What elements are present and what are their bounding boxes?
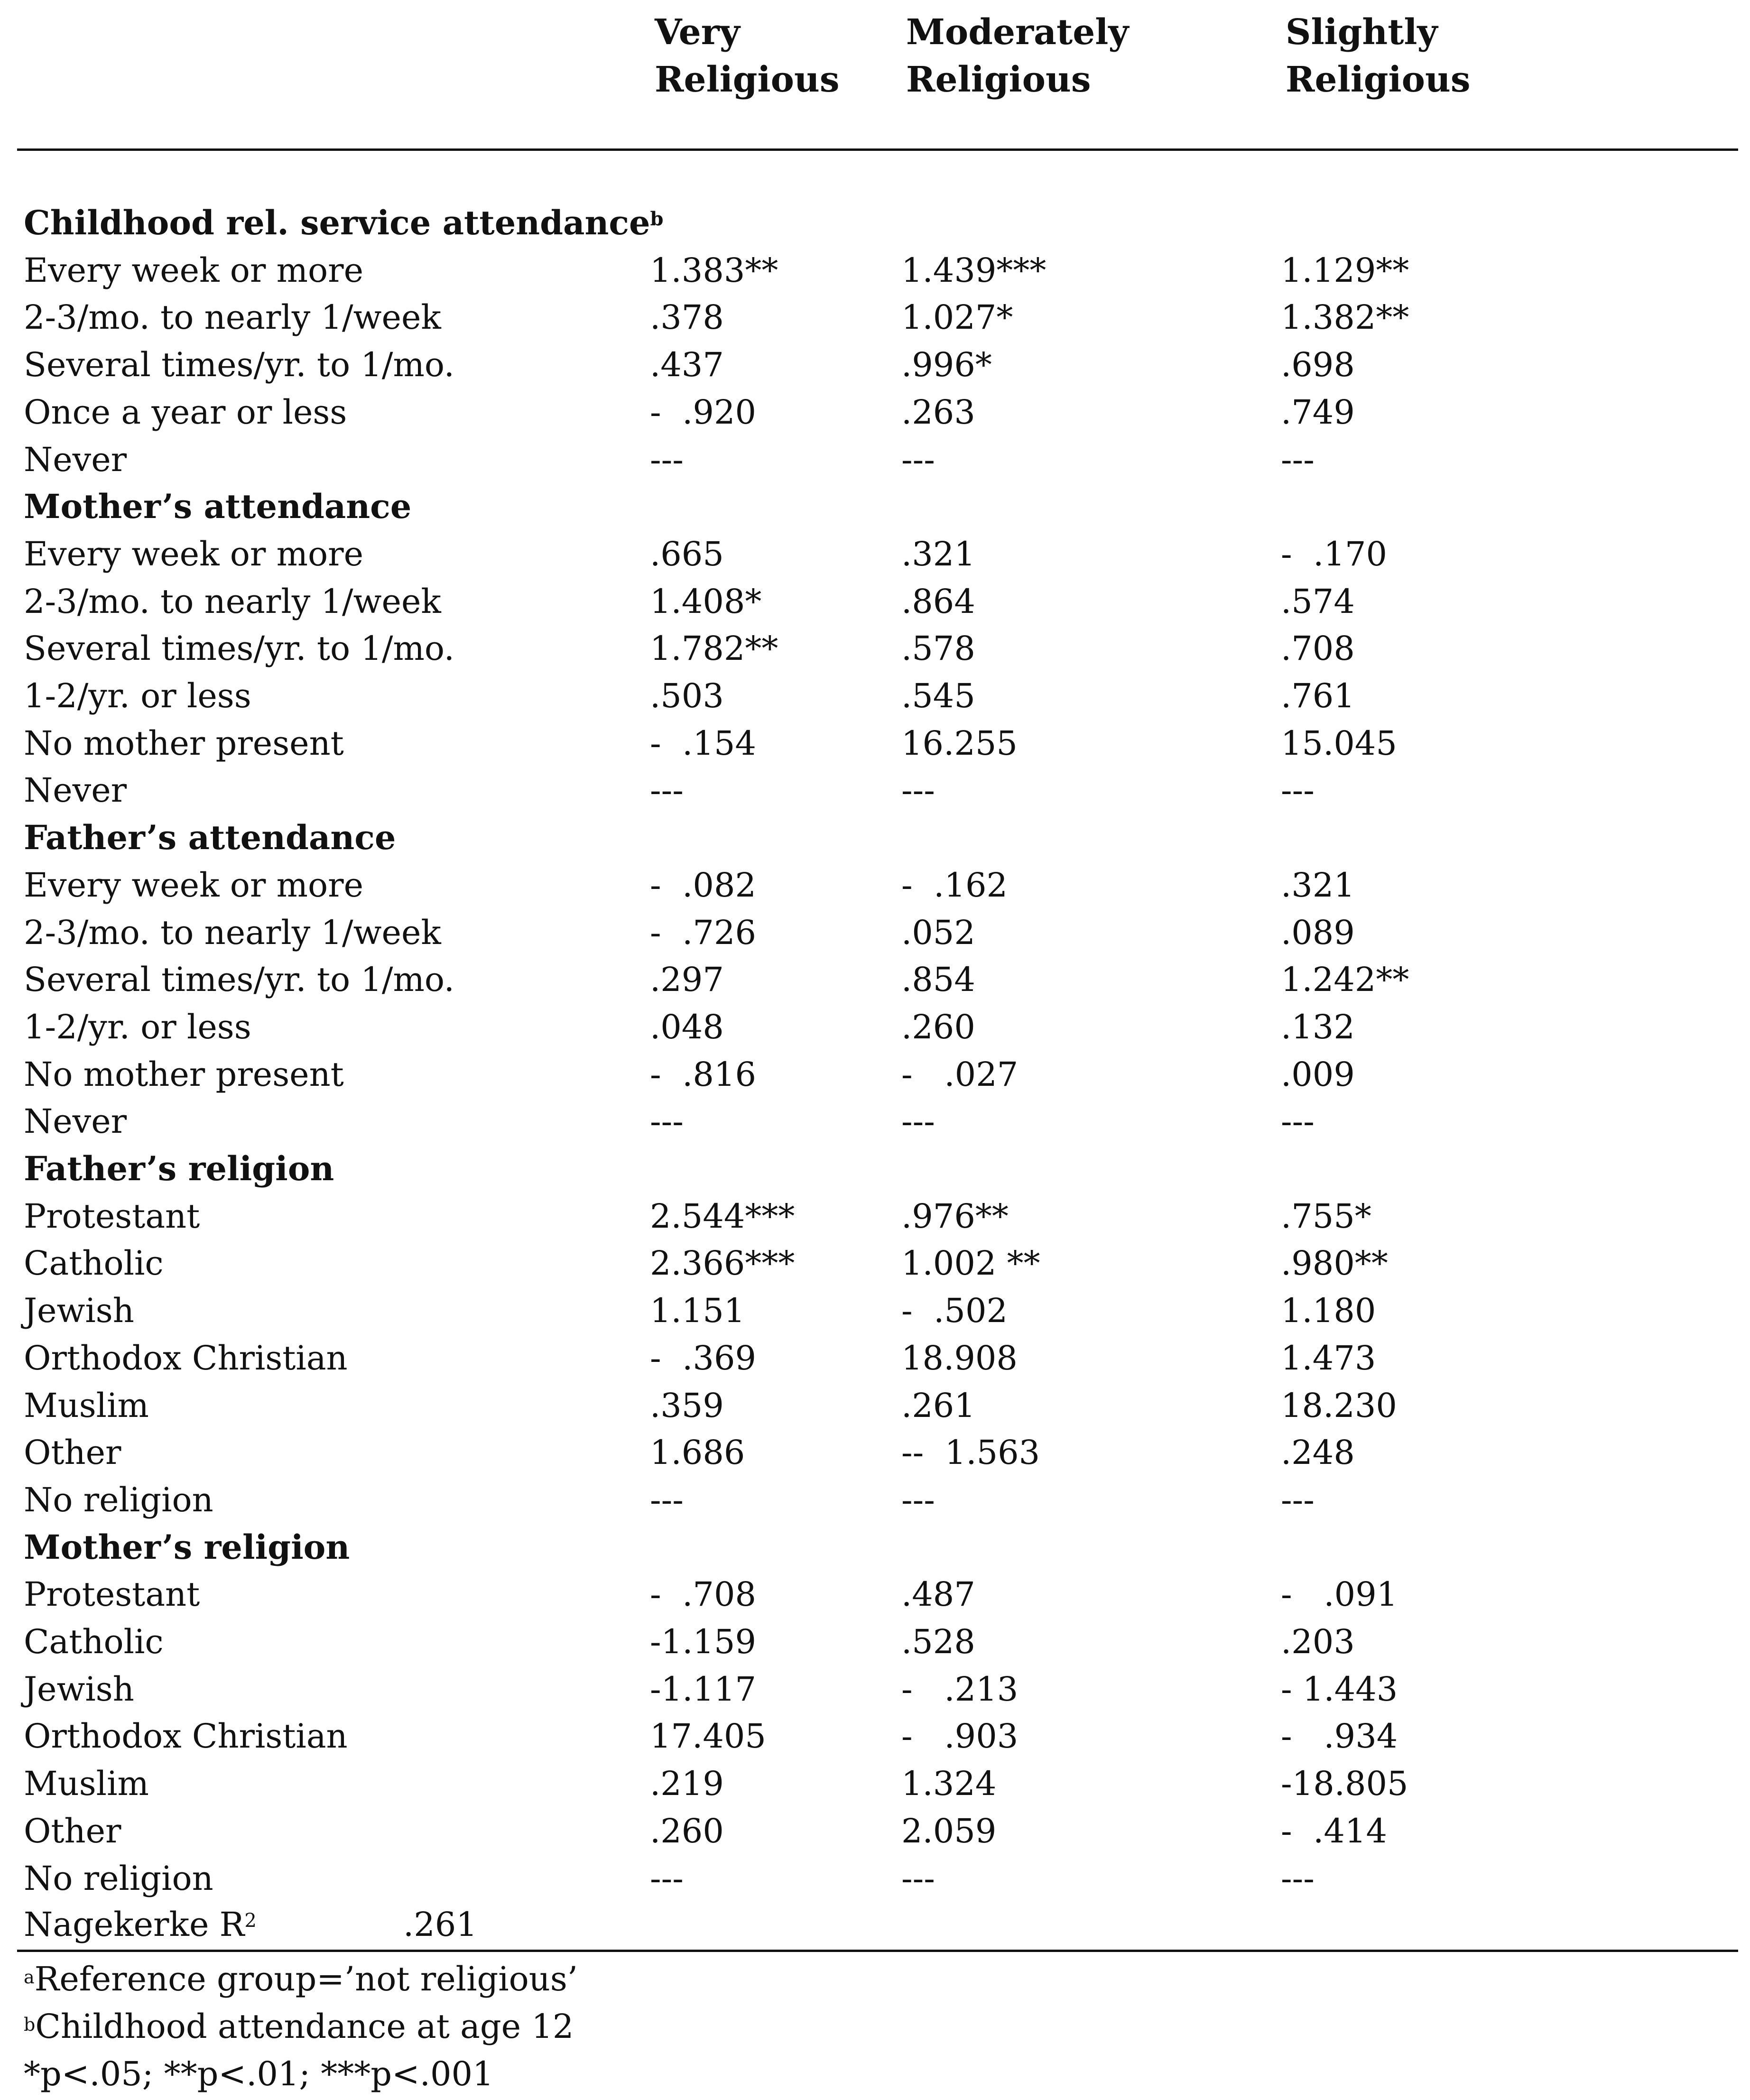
table-row [0, 1618, 1750, 1665]
row-label: 2-3/mo. to nearly 1/week [24, 582, 441, 621]
moderately-religious-value: -- 1.563 [901, 1433, 1040, 1472]
row-label: Muslim [24, 1764, 149, 1804]
row-label: Other [24, 1433, 121, 1472]
table-row [0, 1807, 1750, 1855]
table-row [0, 436, 1750, 483]
slightly-religious-value: 18.230 [1281, 1386, 1397, 1425]
very-religious-value: --- [650, 1102, 684, 1141]
very-religious-value: .297 [650, 960, 724, 999]
moderately-religious-value: .263 [901, 392, 975, 432]
row-label: Never [24, 440, 127, 479]
slightly-religious-value: .980** [1281, 1244, 1388, 1283]
r2-label: Nagekerke $R^2$ [24, 1905, 257, 1944]
moderately-religious-value: 1.439*** [901, 250, 1046, 290]
moderately-religious-value: .260 [901, 1007, 975, 1046]
moderately-religious-value: 16.255 [901, 723, 1018, 763]
row-label: No mother present [24, 723, 344, 763]
very-religious-value: .048 [650, 1007, 724, 1046]
section-heading-row [0, 1145, 1750, 1193]
slightly-religious-value: 1.473 [1281, 1338, 1376, 1378]
moderately-religious-value: .528 [901, 1622, 975, 1661]
very-religious-value: - .708 [650, 1575, 757, 1614]
moderately-religious-value: --- [901, 440, 935, 479]
table-row [0, 1712, 1750, 1760]
moderately-religious-value: .545 [901, 676, 975, 715]
very-religious-value: --- [650, 1859, 684, 1898]
table-row [0, 1003, 1750, 1051]
very-religious-value: 2.544*** [650, 1196, 795, 1236]
very-religious-value: -1.117 [650, 1669, 757, 1709]
section-heading-row [0, 814, 1750, 861]
very-religious-value: - .154 [650, 723, 757, 763]
moderately-religious-value: .976** [901, 1196, 1009, 1236]
row-label: 1-2/yr. or less [24, 1007, 251, 1046]
row-label: 1-2/yr. or less [24, 676, 251, 715]
table-row [0, 1287, 1750, 1334]
table-row [0, 1855, 1750, 1902]
very-religious-value: -1.159 [650, 1622, 757, 1661]
moderately-religious-value: - .213 [901, 1669, 1019, 1709]
moderately-religious-value: --- [901, 1102, 935, 1141]
slightly-religious-value: - 1.443 [1281, 1669, 1398, 1709]
row-label: Several times/yr. to 1/mo. [24, 345, 455, 385]
moderately-religious-value: 2.059 [901, 1811, 997, 1850]
table-row [0, 530, 1750, 578]
slightly-religious-value: - .091 [1281, 1575, 1398, 1614]
slightly-religious-value: - .934 [1281, 1717, 1398, 1756]
row-label: Once a year or less [24, 392, 347, 432]
moderately-religious-value: --- [901, 1480, 935, 1519]
row-label: Protestant [24, 1575, 200, 1614]
moderately-religious-value: .578 [901, 629, 975, 668]
row-label: No religion [24, 1859, 213, 1898]
slightly-religious-value: .698 [1281, 345, 1355, 385]
column-header-line1: Very [655, 12, 740, 53]
slightly-religious-value: 1.129** [1281, 250, 1409, 290]
moderately-religious-value: .864 [901, 582, 975, 621]
section-heading: Childhood rel. service attendance$^b$ [24, 203, 664, 242]
table-row [0, 1051, 1750, 1098]
very-religious-value: - .726 [650, 913, 757, 952]
slightly-religious-value: .089 [1281, 913, 1355, 952]
row-label: No mother present [24, 1055, 344, 1094]
very-religious-value: --- [650, 1480, 684, 1519]
row-label: 2-3/mo. to nearly 1/week [24, 298, 441, 337]
table-row [0, 1571, 1750, 1618]
table-row [0, 767, 1750, 814]
moderately-religious-value: 1.324 [901, 1764, 997, 1804]
moderately-religious-value: 1.027* [901, 298, 1013, 337]
slightly-religious-value: .203 [1281, 1622, 1355, 1661]
slightly-religious-value: .248 [1281, 1433, 1355, 1472]
footnote-a: $^a$Reference group=’not religious’ [24, 1960, 578, 1998]
footnote-b: $^b$Childhood attendance at age 12 [24, 2007, 574, 2046]
moderately-religious-value: 18.908 [901, 1338, 1018, 1378]
section-heading-row [0, 483, 1750, 530]
row-label: Jewish [24, 1291, 134, 1331]
table-row [0, 1760, 1750, 1807]
section-heading-row [0, 199, 1750, 247]
very-religious-value: --- [650, 771, 684, 810]
column-header-slightly-religious [1286, 9, 1470, 103]
very-religious-value: .359 [650, 1386, 724, 1425]
row-label: Orthodox Christian [24, 1717, 348, 1756]
row-label: 2-3/mo. to nearly 1/week [24, 913, 441, 952]
slightly-religious-value: .755* [1281, 1196, 1371, 1236]
slightly-religious-value: --- [1281, 771, 1315, 810]
table-row [0, 1098, 1750, 1145]
r2-row [0, 1901, 1750, 1948]
very-religious-value: 17.405 [650, 1717, 766, 1756]
very-religious-value: .665 [650, 534, 724, 574]
column-header-line2: Religious [1286, 59, 1471, 100]
very-religious-value: 1.383** [650, 250, 778, 290]
very-religious-value: 2.366*** [650, 1244, 795, 1283]
very-religious-value: 1.408* [650, 582, 762, 621]
section-heading: Father’s attendance [24, 818, 396, 858]
moderately-religious-value: .261 [901, 1386, 975, 1425]
slightly-religious-value: 15.045 [1281, 723, 1397, 763]
column-header-line2: Religious [906, 59, 1091, 100]
slightly-religious-value: --- [1281, 1480, 1315, 1519]
moderately-religious-value: .321 [901, 534, 975, 574]
table-row [0, 956, 1750, 1003]
slightly-religious-value: .749 [1281, 392, 1355, 432]
slightly-religious-value: - .414 [1281, 1811, 1388, 1850]
row-label: Jewish [24, 1669, 134, 1709]
moderately-religious-value: - .162 [901, 865, 1008, 905]
very-religious-value: - .920 [650, 392, 757, 432]
moderately-religious-value: .854 [901, 960, 975, 999]
table-row [0, 578, 1750, 625]
slightly-religious-value: .761 [1281, 676, 1355, 715]
row-label: No religion [24, 1480, 213, 1519]
moderately-religious-value: --- [901, 1859, 935, 1898]
table-row [0, 1334, 1750, 1382]
slightly-religious-value: --- [1281, 1859, 1315, 1898]
table-row [0, 1429, 1750, 1476]
footnote-significance: *p<.05; **p<.01; ***p<.001 [24, 2054, 494, 2093]
row-label: Orthodox Christian [24, 1338, 348, 1378]
row-label: Catholic [24, 1622, 164, 1661]
row-label: Never [24, 771, 127, 810]
table-row [0, 909, 1750, 956]
very-religious-value: .260 [650, 1811, 724, 1850]
r2-value: .261 [403, 1905, 477, 1944]
very-religious-value: .437 [650, 345, 724, 385]
row-label: Never [24, 1102, 127, 1141]
moderately-religious-value: .052 [901, 913, 975, 952]
section-heading: Mother’s religion [24, 1527, 350, 1567]
table-row [0, 672, 1750, 720]
column-header-line2: Religious [655, 59, 840, 100]
very-religious-value: --- [650, 440, 684, 479]
slightly-religious-value: --- [1281, 440, 1315, 479]
slightly-religious-value: .574 [1281, 582, 1355, 621]
very-religious-value: 1.151 [650, 1291, 745, 1331]
column-header-line1: Moderately [906, 12, 1129, 53]
row-label: Catholic [24, 1244, 164, 1283]
moderately-religious-value: --- [901, 771, 935, 810]
moderately-religious-value: - .027 [901, 1055, 1019, 1094]
slightly-religious-value: .009 [1281, 1055, 1355, 1094]
column-header-moderately-religious [906, 9, 1129, 103]
slightly-religious-value: -18.805 [1281, 1764, 1408, 1804]
column-header-very-religious [655, 9, 839, 103]
row-label: Protestant [24, 1196, 200, 1236]
moderately-religious-value: 1.002 ** [901, 1244, 1040, 1283]
section-heading: Mother’s attendance [24, 487, 412, 527]
table-row [0, 341, 1750, 389]
table-row [0, 1476, 1750, 1524]
very-religious-value: .219 [650, 1764, 724, 1804]
slightly-religious-value: 1.382** [1281, 298, 1409, 337]
row-label: Other [24, 1811, 121, 1850]
section-heading-row [0, 1524, 1750, 1571]
row-label: Every week or more [24, 865, 364, 905]
row-label: Every week or more [24, 250, 364, 290]
table-row [0, 1382, 1750, 1429]
very-religious-value: 1.686 [650, 1433, 745, 1472]
very-religious-value: - .369 [650, 1338, 757, 1378]
row-label: Every week or more [24, 534, 364, 574]
moderately-religious-value: .996* [901, 345, 992, 385]
moderately-religious-value: - .903 [901, 1717, 1019, 1756]
table-row [0, 1193, 1750, 1240]
table-row [0, 861, 1750, 909]
very-religious-value: 1.782** [650, 629, 778, 668]
section-heading: Father’s religion [24, 1149, 334, 1188]
table-row [0, 247, 1750, 294]
very-religious-value: .503 [650, 676, 724, 715]
table-row [0, 625, 1750, 672]
slightly-religious-value: .708 [1281, 629, 1355, 668]
table-row [0, 1240, 1750, 1287]
very-religious-value: .378 [650, 298, 724, 337]
moderately-religious-value: - .502 [901, 1291, 1008, 1331]
very-religious-value: - .082 [650, 865, 757, 905]
slightly-religious-value: - .170 [1281, 534, 1388, 574]
very-religious-value: - .816 [650, 1055, 757, 1094]
row-label: Muslim [24, 1386, 149, 1425]
table-row [0, 294, 1750, 341]
row-label: Several times/yr. to 1/mo. [24, 629, 455, 668]
table-row [0, 389, 1750, 436]
slightly-religious-value: --- [1281, 1102, 1315, 1141]
footer-rule [17, 1950, 1738, 1952]
table-row [0, 1665, 1750, 1713]
table-row [0, 720, 1750, 767]
moderately-religious-value: .487 [901, 1575, 975, 1614]
row-label: Several times/yr. to 1/mo. [24, 960, 455, 999]
slightly-religious-value: 1.242** [1281, 960, 1409, 999]
slightly-religious-value: .132 [1281, 1007, 1355, 1046]
header-rule [17, 148, 1738, 151]
slightly-religious-value: 1.180 [1281, 1291, 1376, 1331]
slightly-religious-value: .321 [1281, 865, 1355, 905]
column-header-line1: Slightly [1286, 12, 1438, 53]
